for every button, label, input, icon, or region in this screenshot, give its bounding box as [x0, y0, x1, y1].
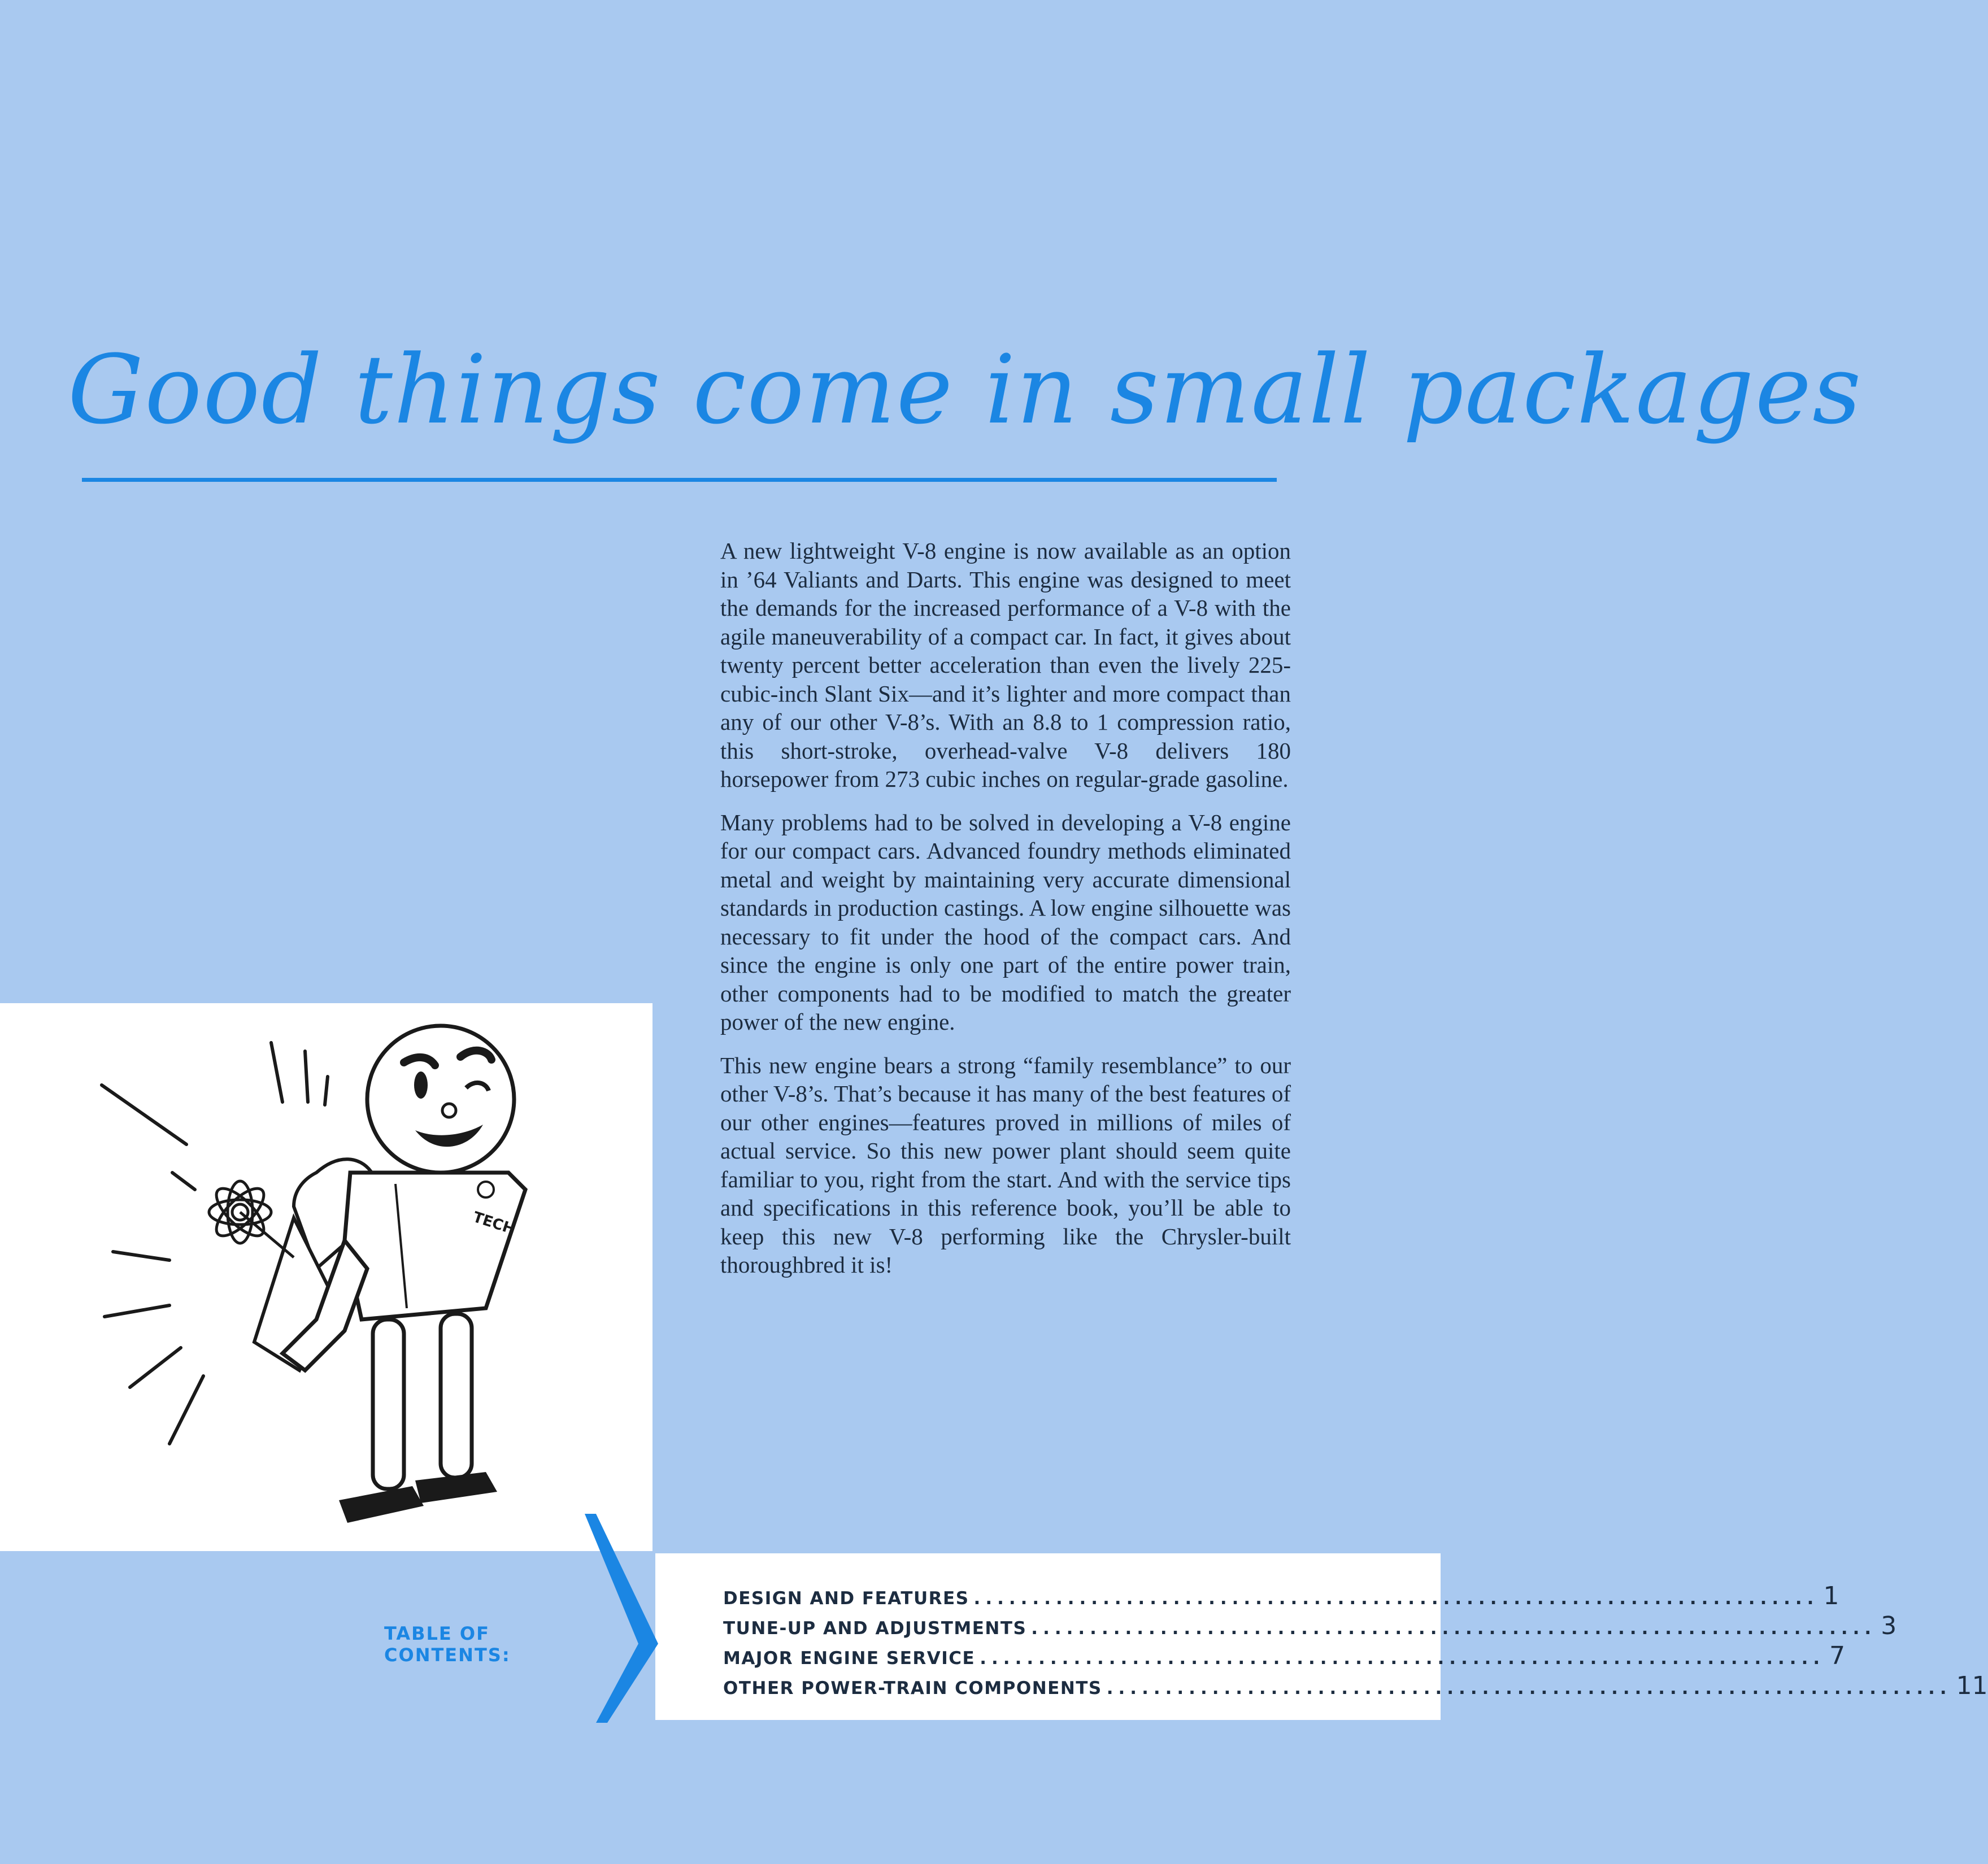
toc-item[interactable]: [723, 1641, 1846, 1671]
toc-item-title: MAJOR ENGINE SERVICE: [723, 1648, 976, 1669]
toc-leader: ........................................................................: [973, 1588, 1819, 1609]
page-headline: Good things come in small packages: [68, 334, 1863, 445]
toc-item-title: OTHER POWER-TRAIN COMPONENTS: [723, 1678, 1102, 1698]
toc-leader: ........................................................................: [1031, 1618, 1877, 1639]
toc-label: TABLE OF CONTENTS:: [384, 1623, 511, 1666]
toc-item-title: TUNE-UP AND ADJUSTMENTS: [723, 1618, 1027, 1639]
tech-badge-text: TECH: [471, 1208, 517, 1239]
toc-item-page: 1: [1823, 1582, 1839, 1610]
toc-item[interactable]: [723, 1671, 1988, 1701]
toc-item-page: 7: [1829, 1641, 1846, 1670]
illustration-panel: [0, 1003, 652, 1551]
toc-item[interactable]: [723, 1612, 1897, 1641]
toc-item-page: 3: [1881, 1612, 1897, 1640]
toc-item[interactable]: [723, 1582, 1839, 1612]
toc-leader: ........................................................................: [980, 1648, 1825, 1669]
toc-item-title: DESIGN AND FEATURES: [723, 1588, 969, 1609]
headline-underline: [82, 478, 1277, 482]
paragraph-3: This new engine bears a strong “family resemblance” to our other V-8’s. That’s because it has many of the best features of our other engines—features proved in millions of miles of actual service. So this new power plant should seem quite familiar to you, right from the start. And with the service tips and specifications in this reference book, you’ll be able to keep this new V-8 performing like the Chrysler-built thoroughbred it is!: [720, 1052, 1291, 1278]
body-copy: [720, 537, 1291, 1294]
toc-leader: ........................................................................: [1106, 1678, 1952, 1698]
paragraph-1: A new lightweight V-8 engine is now available as an option in ’64 Valiants and Darts. This engine was designed to meet the demands for the increased performance of a V-8 with the agile maneuverability of a compact car. In fact, it gives about twenty percent better acceleration than even the lively 225-cubic-inch Slant Six—and it’s lighter and more compact than any of our other V-8’s. With an 8.8 to 1 compression ratio, this short-stroke, overhead-valve V-8 delivers 180 horsepower from 273 cubic inches on regular-grade gasoline.: [720, 538, 1291, 792]
paragraph-2: Many problems had to be solved in developing a V-8 engine for our compact cars. Advanced foundry methods eliminated metal and weight by maintaining very accurate dimensional standards in production castings. A low engine silhouette was necessary to fit under the hood of the compact cars. And since the engine is only one part of the entire power train, other components had to be modified to match the greater power of the new engine.: [720, 809, 1291, 1035]
mascot-illustration: [0, 1003, 652, 1551]
toc-list: [723, 1582, 1988, 1701]
chevron-right-icon: [585, 1514, 658, 1723]
toc-item-page: 11: [1956, 1671, 1988, 1700]
